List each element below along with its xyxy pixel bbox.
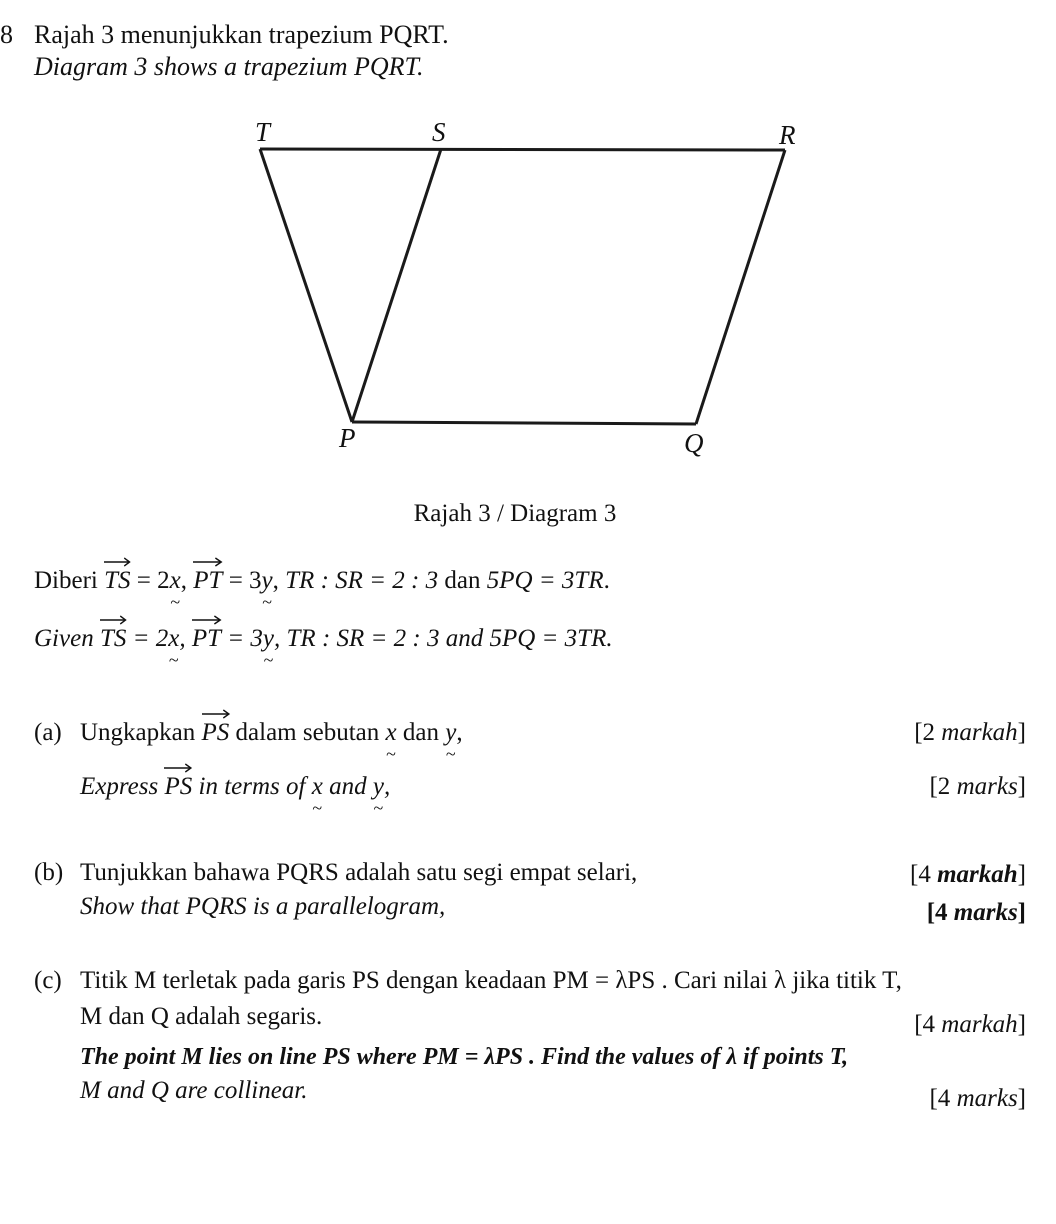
edge-tp xyxy=(260,149,352,422)
comma: , xyxy=(180,567,187,594)
comma: , xyxy=(274,625,281,652)
part-c-marks-malay: [4 markah] xyxy=(914,1011,1026,1038)
part-a-english-mid: in terms of xyxy=(198,773,306,800)
arrow-icon xyxy=(192,615,221,625)
label-t: T xyxy=(255,117,271,147)
given-word-malay: Diberi xyxy=(34,567,98,594)
vector-y: y ~ xyxy=(445,718,456,748)
eq-ts: = 2 xyxy=(126,625,169,652)
vector-y: y ~ xyxy=(263,624,274,654)
part-a-malay-pre: Ungkapkan xyxy=(80,719,196,746)
edge-tr xyxy=(260,149,785,150)
and-english: and xyxy=(445,625,484,652)
vector-ts: TS xyxy=(100,624,126,654)
edge-rq xyxy=(696,150,785,424)
period: . xyxy=(606,625,613,652)
part-a-malay xyxy=(80,718,463,748)
and-english: and xyxy=(329,773,367,800)
part-c-marks-english: [4 marks] xyxy=(929,1085,1026,1112)
part-b-label: (b) xyxy=(34,859,64,886)
vector-x: x ~ xyxy=(168,624,179,654)
vector-x: x ~ xyxy=(170,566,181,596)
comma: , xyxy=(383,773,391,800)
vector-x: x ~ xyxy=(385,718,396,748)
eq-pt: = 3 xyxy=(222,567,262,594)
vector-y: y ~ xyxy=(262,566,273,596)
label-s: S xyxy=(432,117,446,147)
comma: , xyxy=(179,625,186,652)
edge-pq xyxy=(352,422,696,424)
given-malay xyxy=(34,566,610,596)
vector-ps: PS xyxy=(164,772,192,802)
question-intro-english: Diagram 3 shows a trapezium PQRT. xyxy=(34,52,424,81)
edge-sp xyxy=(352,149,441,422)
label-p: P xyxy=(339,423,356,453)
relation: 5PQ = 3TR xyxy=(486,567,604,594)
vector-y: y ~ xyxy=(373,772,384,802)
part-a-marks-malay: [2 markah] xyxy=(914,719,1026,746)
arrow-icon xyxy=(104,557,130,567)
diagram-caption: Rajah 3 / Diagram 3 xyxy=(413,500,617,527)
ratio: TR : SR = 2 : 3 xyxy=(285,567,439,594)
and-malay: dan xyxy=(444,567,481,594)
label-r: R xyxy=(779,120,796,150)
comma: , xyxy=(456,719,463,746)
part-a-english-pre: Express xyxy=(80,773,159,800)
given-word-english: Given xyxy=(34,625,94,652)
part-b-malay: Tunjukkan bahawa PQRS adalah satu segi empat selari, xyxy=(80,859,638,886)
part-b-english: Show that PQRS is a parallelogram, xyxy=(80,893,446,920)
part-b-marks-english: [4 marks] xyxy=(926,899,1026,926)
arrow-icon xyxy=(100,615,126,625)
part-a-malay-mid: dalam sebutan xyxy=(235,719,380,746)
arrow-icon xyxy=(202,709,230,719)
vector-pt: PT xyxy=(193,566,222,596)
arrow-icon xyxy=(164,763,192,773)
vector-ps: PS xyxy=(202,718,230,748)
part-b-marks-malay: [4 markah] xyxy=(910,861,1026,888)
period: . xyxy=(603,567,610,594)
given-english xyxy=(34,624,613,654)
relation: 5PQ = 3TR xyxy=(489,625,607,652)
part-c-malay-line1: Titik M terletak pada garis PS dengan keadaan PM = λPS . Cari nilai λ jika titik T, xyxy=(80,967,902,994)
part-c-english-line1: The point M lies on line PS where PM = λPS . Find the values of λ if points T, xyxy=(80,1044,849,1070)
part-a-label: (a) xyxy=(34,719,62,746)
comma: , xyxy=(272,567,279,594)
question-intro-malay: Rajah 3 menunjukkan trapezium PQRT. xyxy=(34,20,449,49)
eq-ts: = 2 xyxy=(130,567,170,594)
part-c-malay-line2: M dan Q adalah segaris. xyxy=(80,1003,323,1030)
question-number: 8 xyxy=(0,20,13,49)
part-a-english xyxy=(80,772,390,802)
ratio: TR : SR = 2 : 3 xyxy=(286,625,440,652)
arrow-icon xyxy=(193,557,222,567)
label-q: Q xyxy=(684,428,704,458)
eq-pt: = 3 xyxy=(221,625,263,652)
and-malay: dan xyxy=(402,719,439,746)
vector-x: x ~ xyxy=(312,772,323,802)
vector-ts: TS xyxy=(104,566,130,596)
part-c-english-line2: M and Q are collinear. xyxy=(80,1077,308,1104)
vector-pt: PT xyxy=(192,624,221,654)
part-a-marks-english: [2 marks] xyxy=(929,773,1026,800)
part-c-label: (c) xyxy=(34,967,62,994)
trapezium-diagram xyxy=(0,0,1056,480)
